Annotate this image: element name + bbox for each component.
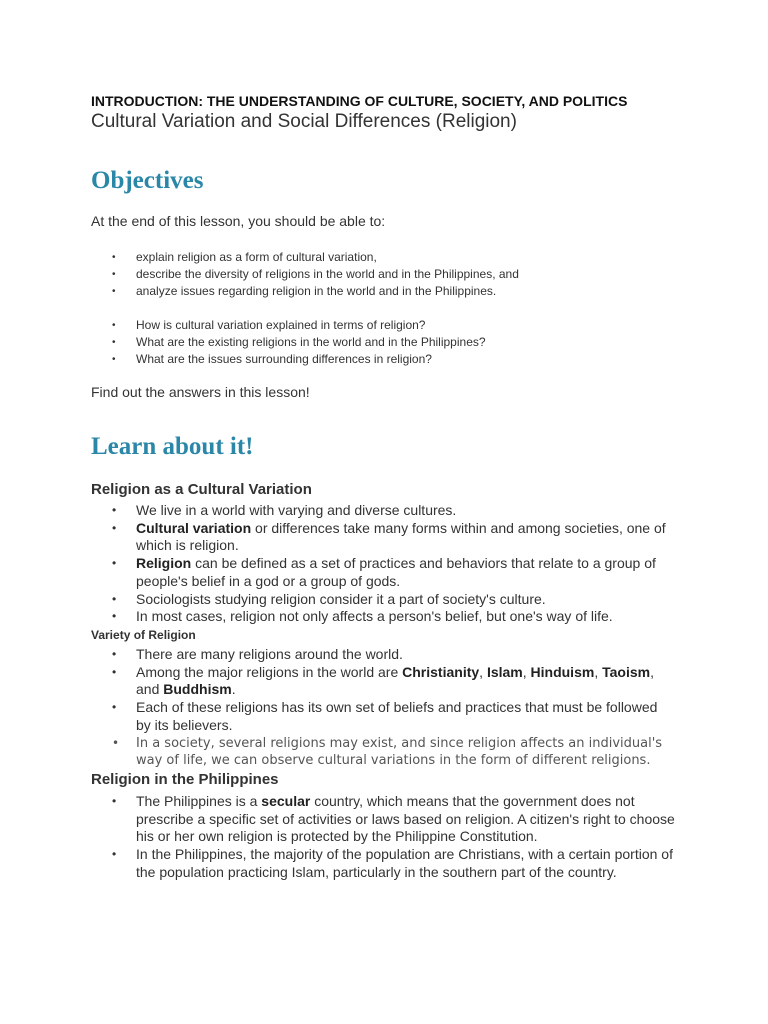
variety-heading: Variety of Religion	[91, 628, 196, 642]
cultural-variation-list	[112, 502, 676, 626]
list-item: • The Philippines is a secular country, which means that the government does not prescribe a specific set of activities or laws based on religion. A citizen's right to choose his or her own religion is protected by the Philippine Constitution.	[112, 793, 676, 846]
list-item: • We live in a world with varying and diverse cultures.	[112, 502, 676, 520]
learn-heading: Learn about it!	[91, 433, 254, 460]
list-item: • In a society, several religions may exist, and since religion affects an individual's way of life, we can observe cultural variations in the form of different religions.	[112, 735, 676, 770]
lesson-subtitle: Cultural Variation and Social Differences (Religion)	[91, 111, 517, 132]
question-item: • What are the existing religions in the world and in the Philippines?	[112, 334, 486, 351]
objectives-intro: At the end of this lesson, you should be able to:	[91, 213, 386, 229]
cultural-variation-heading: Religion as a Cultural Variation	[91, 481, 312, 498]
list-item: • In the Philippines, the majority of the population are Christians, with a certain portion of the population practicing Islam, particularly in the southern part of the country.	[112, 846, 676, 881]
philippines-list	[112, 793, 676, 882]
question-item: • How is cultural variation explained in terms of religion?	[112, 317, 486, 334]
list-item: • Sociologists studying religion consider it a part of society's culture.	[112, 591, 676, 609]
questions-list	[112, 317, 486, 368]
variety-list	[112, 646, 676, 770]
objective-item: • analyze issues regarding religion in the world and in the Philippines.	[112, 283, 519, 300]
list-item: • Religion can be defined as a set of practices and behaviors that relate to a group of people's belief in a god or a group of gods.	[112, 555, 676, 590]
objective-item: • explain religion as a form of cultural variation,	[112, 249, 519, 266]
list-item: • Cultural variation or differences take many forms within and among societies, one of which is religion.	[112, 520, 676, 555]
objective-item: • describe the diversity of religions in the world and in the Philippines, and	[112, 266, 519, 283]
objectives-list	[112, 249, 519, 300]
list-item: • Among the major religions in the world are Christianity, Islam, Hinduism, Taoism, and Buddhism.	[112, 664, 676, 699]
question-item: • What are the issues surrounding differences in religion?	[112, 351, 486, 368]
lesson-kicker: INTRODUCTION: THE UNDERSTANDING OF CULTURE, SOCIETY, AND POLITICS	[91, 93, 628, 109]
find-out-text: Find out the answers in this lesson!	[91, 384, 310, 400]
list-item: • Each of these religions has its own set of beliefs and practices that must be followed by its believers.	[112, 699, 676, 734]
list-item: • In most cases, religion not only affects a person's belief, but one's way of life.	[112, 608, 676, 626]
objectives-heading: Objectives	[91, 167, 204, 194]
list-item: • There are many religions around the world.	[112, 646, 676, 664]
philippines-heading: Religion in the Philippines	[91, 771, 279, 788]
